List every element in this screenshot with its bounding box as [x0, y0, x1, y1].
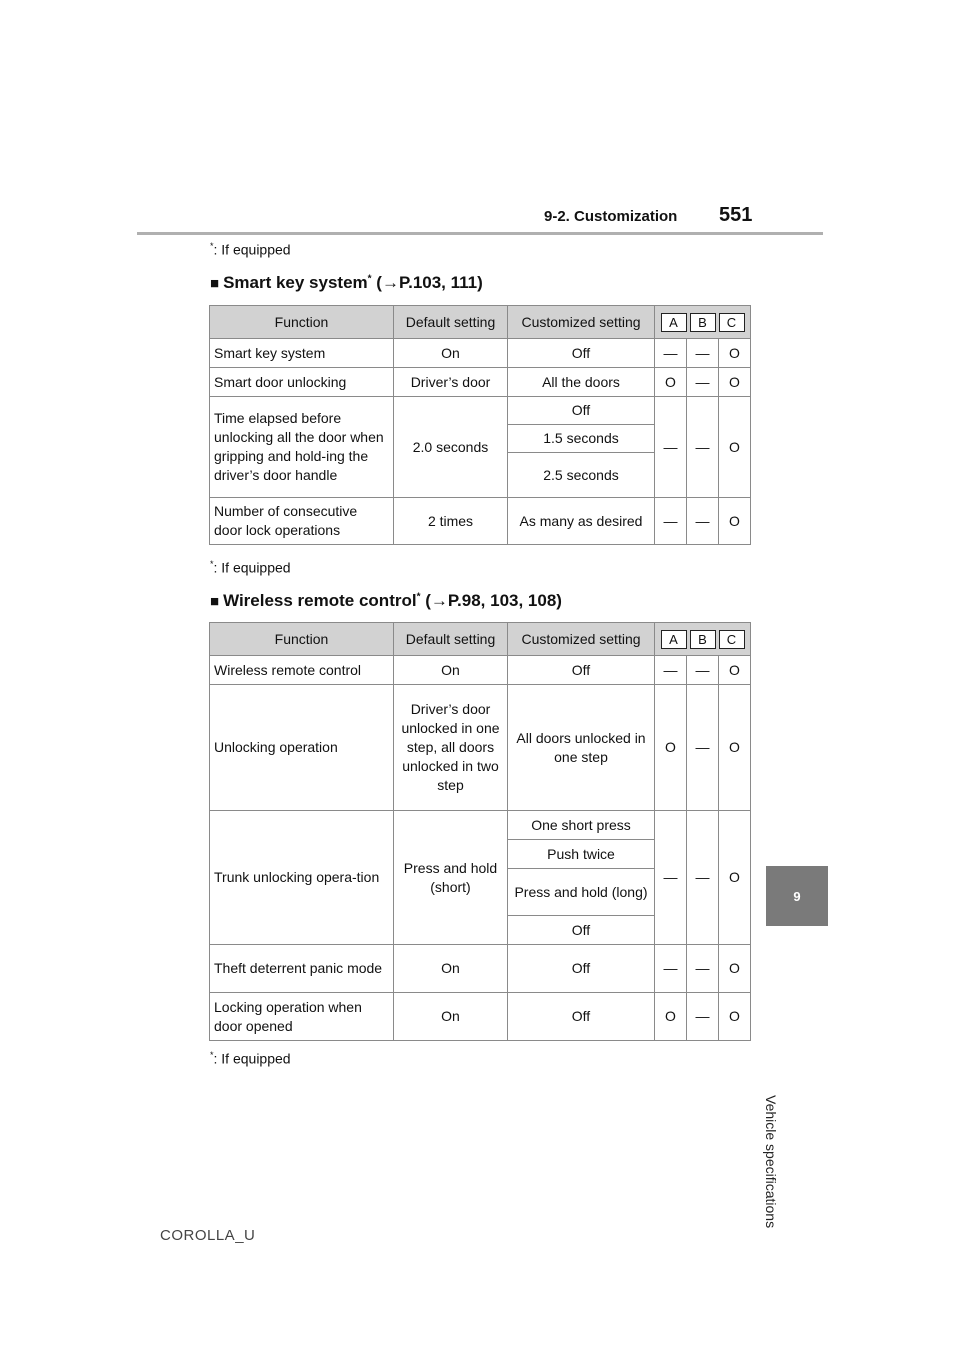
cell-b: — [687, 368, 719, 397]
cell-c: O [719, 945, 751, 993]
cell-c: O [719, 397, 751, 498]
cell-b: — [687, 685, 719, 811]
cell-b: — [687, 945, 719, 993]
cell-custom: Off [508, 397, 655, 425]
table-header-row [210, 623, 751, 656]
cell-a: — [655, 339, 687, 368]
cell-custom: Off [508, 916, 655, 945]
cell-custom: Off [508, 993, 655, 1041]
col-function: Function [210, 306, 394, 339]
cell-b: — [687, 498, 719, 545]
cell-function: Wireless remote control [210, 656, 394, 685]
cell-b: — [687, 811, 719, 945]
col-customized: Customized setting [508, 623, 655, 656]
cell-custom: As many as desired [508, 498, 655, 545]
cell-function: Unlocking operation [210, 685, 394, 811]
footer-model: COROLLA_U [160, 1227, 256, 1244]
box-a: A [661, 630, 687, 649]
cell-b: — [687, 397, 719, 498]
square-bullet-icon: ■ [210, 275, 220, 292]
cell-custom: 2.5 seconds [508, 453, 655, 498]
footnote-text: : If equipped [213, 241, 291, 258]
table-row [210, 945, 751, 993]
cell-custom: Off [508, 656, 655, 685]
cell-b: — [687, 656, 719, 685]
cell-b: — [687, 993, 719, 1041]
chapter-label: Vehicle specifications [763, 1095, 779, 1229]
cell-a: O [655, 685, 687, 811]
table-row [210, 685, 751, 811]
box-c: C [719, 630, 745, 649]
cell-default: On [394, 993, 508, 1041]
cell-b: — [687, 339, 719, 368]
cell-a: O [655, 993, 687, 1041]
table-row [210, 993, 751, 1041]
table-header-row [210, 306, 751, 339]
table-row [210, 397, 751, 425]
cell-a: — [655, 811, 687, 945]
smart-key-ref: (→P.103, 111) [371, 273, 483, 292]
cell-a: — [655, 498, 687, 545]
footnote: *: If equipped [210, 559, 291, 576]
cell-default: Driver’s door unlocked in one step, all doors unlocked in two step [394, 685, 508, 811]
wireless-title: Wireless remote control [223, 591, 417, 610]
cell-function: Theft deterrent panic mode [210, 945, 394, 993]
cell-custom: All the doors [508, 368, 655, 397]
cell-custom: One short press [508, 811, 655, 840]
col-default: Default setting [394, 623, 508, 656]
col-default: Default setting [394, 306, 508, 339]
cell-function: Number of consecutive door lock operations [210, 498, 394, 545]
cell-function: Locking operation when door opened [210, 993, 394, 1041]
header-rule [137, 232, 823, 235]
cell-function: Time elapsed before unlocking all the door when gripping and hold-ing the driver’s door handle [210, 397, 394, 498]
cell-function: Trunk unlocking opera-tion [210, 811, 394, 945]
wireless-heading: ■ Wireless remote control* (→P.98, 103, 108) [210, 591, 562, 610]
box-b: B [690, 630, 716, 649]
smart-key-title: Smart key system [223, 273, 368, 292]
table-row [210, 811, 751, 840]
cell-custom: Press and hold (long) [508, 869, 655, 916]
cell-c: O [719, 498, 751, 545]
box-c: C [719, 313, 745, 332]
smart-key-heading: ■ Smart key system* (→P.103, 111) [210, 273, 483, 292]
chapter-tab: 9 [766, 866, 828, 926]
footnote: *: If equipped [210, 241, 291, 258]
col-abc [655, 623, 751, 656]
cell-custom: Push twice [508, 840, 655, 869]
cell-a: — [655, 656, 687, 685]
cell-custom: 1.5 seconds [508, 425, 655, 453]
table-row [210, 498, 751, 545]
page-number: 551 [719, 204, 753, 226]
col-function: Function [210, 623, 394, 656]
cell-default: On [394, 945, 508, 993]
cell-default: Driver’s door [394, 368, 508, 397]
cell-a: — [655, 397, 687, 498]
col-customized: Customized setting [508, 306, 655, 339]
cell-c: O [719, 339, 751, 368]
cell-default: Press and hold (short) [394, 811, 508, 945]
table-row [210, 368, 751, 397]
cell-function: Smart door unlocking [210, 368, 394, 397]
cell-c: O [719, 811, 751, 945]
cell-custom: Off [508, 945, 655, 993]
cell-a: O [655, 368, 687, 397]
cell-default: 2 times [394, 498, 508, 545]
wireless-table [209, 622, 751, 1041]
cell-custom: Off [508, 339, 655, 368]
col-abc [655, 306, 751, 339]
box-a: A [661, 313, 687, 332]
cell-c: O [719, 368, 751, 397]
footnote-text: : If equipped [213, 1050, 291, 1067]
section-header: 9-2. Customization [544, 208, 678, 225]
cell-function: Smart key system [210, 339, 394, 368]
cell-custom: All doors unlocked in one step [508, 685, 655, 811]
box-b: B [690, 313, 716, 332]
cell-c: O [719, 656, 751, 685]
footnote-text: : If equipped [213, 559, 291, 576]
cell-default: On [394, 656, 508, 685]
footnote: *: If equipped [210, 1050, 291, 1067]
cell-c: O [719, 993, 751, 1041]
table-row [210, 656, 751, 685]
cell-a: — [655, 945, 687, 993]
smart-key-table [209, 305, 751, 545]
wireless-ref: (→P.98, 103, 108) [420, 591, 562, 610]
cell-default: On [394, 339, 508, 368]
table-row [210, 339, 751, 368]
square-bullet-icon: ■ [210, 593, 220, 610]
cell-default: 2.0 seconds [394, 397, 508, 498]
cell-c: O [719, 685, 751, 811]
